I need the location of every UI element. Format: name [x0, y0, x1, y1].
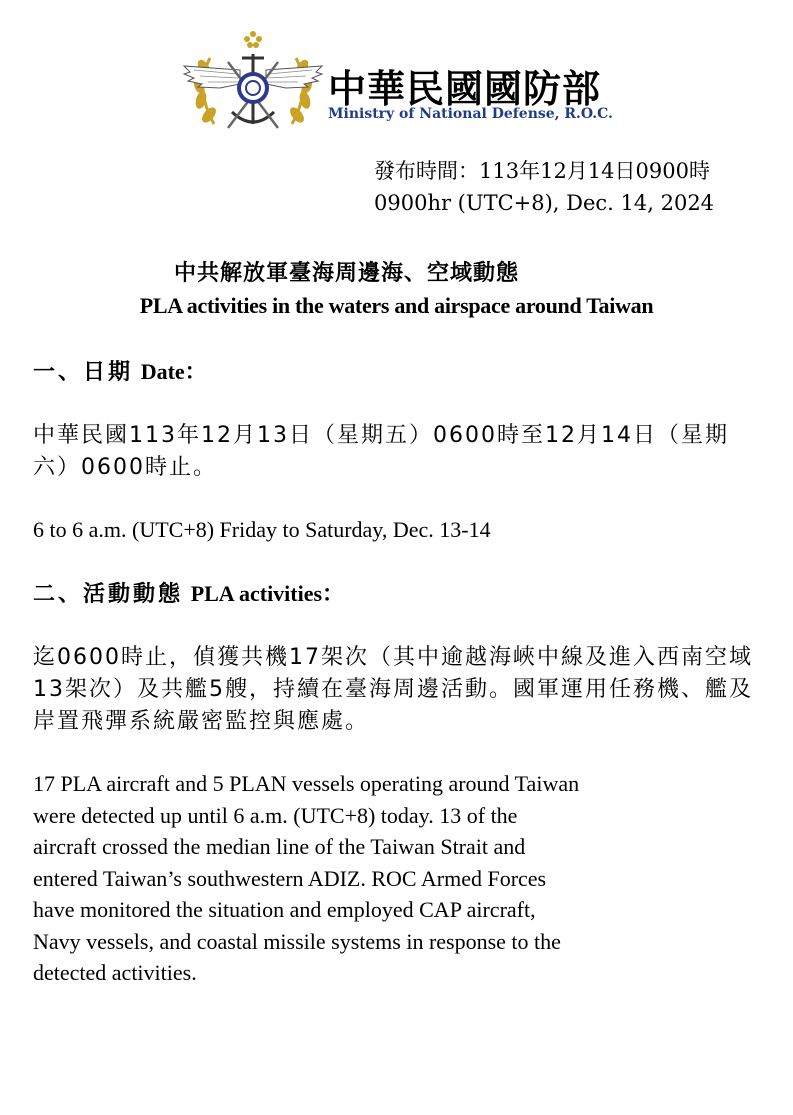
activities-line: Navy vessels, and coastal missile systems in response to the — [33, 928, 561, 954]
activities-line: detected activities. — [33, 960, 197, 985]
activities-paragraph-en — [33, 768, 763, 989]
activities-line: have monitored the situation and employed CAP aircraft, — [33, 897, 536, 922]
title-zh: 中共解放軍臺海周邊海、空域動態 — [173, 261, 519, 286]
title-en: PLA activities in the waters and airspace around Taiwan — [139, 293, 654, 318]
org-name-zh: 中華民國國防部 — [328, 67, 602, 111]
release-time-zh: 發布時間：113年12月14日0900時 — [374, 159, 710, 183]
section-date-text-en — [33, 514, 763, 546]
section-date-heading-zh: 一、日期 — [33, 360, 134, 385]
section-activities-text-zh — [33, 642, 769, 738]
section-date-text-zh — [33, 420, 733, 484]
section-activities-heading-zh: 二、活動動態 — [33, 582, 184, 607]
activities-line: were detected up until 6 a.m. (UTC+8) today. 13 of the — [33, 802, 518, 828]
section-date-heading — [33, 356, 763, 389]
date-paragraph-zh: 中華民國113年12月13日（星期五）0600時至12月14日（星期六）0600時止。 — [33, 423, 729, 480]
activities-paragraph-zh: 迄0600時止，偵獲共機17架次（其中逾越海峽中線及進入西南空域13架次）及共艦5艘，持續在臺海周邊活動。國軍運用任務機、艦及岸置飛彈系統嚴密監控與應處。 — [33, 645, 753, 734]
letterhead — [180, 28, 640, 140]
section-date-heading-en: Date： — [140, 359, 207, 384]
date-paragraph-en: 6 to 6 a.m. (UTC+8) Friday to Saturday, Dec. 13-14 — [33, 517, 491, 542]
activities-line: 17 PLA aircraft and 5 PLAN vessels operating around Taiwan — [33, 771, 580, 796]
section-activities-heading — [33, 578, 763, 611]
document-title — [0, 258, 793, 322]
release-time-en: 0900hr (UTC+8), Dec. 14, 2024 — [374, 191, 715, 215]
ministry-emblem-icon — [180, 28, 326, 140]
release-time — [374, 155, 714, 219]
section-activities-heading-en: PLA activities： — [190, 581, 345, 606]
org-name-en: Ministry of National Defense, R.O.C. — [328, 106, 613, 122]
activities-line: entered Taiwan’s southwestern ADIZ. ROC Armed Forces — [33, 865, 547, 891]
section-activities-text-en — [33, 768, 763, 989]
activities-line: aircraft crossed the median line of the Taiwan Strait and — [33, 834, 526, 859]
